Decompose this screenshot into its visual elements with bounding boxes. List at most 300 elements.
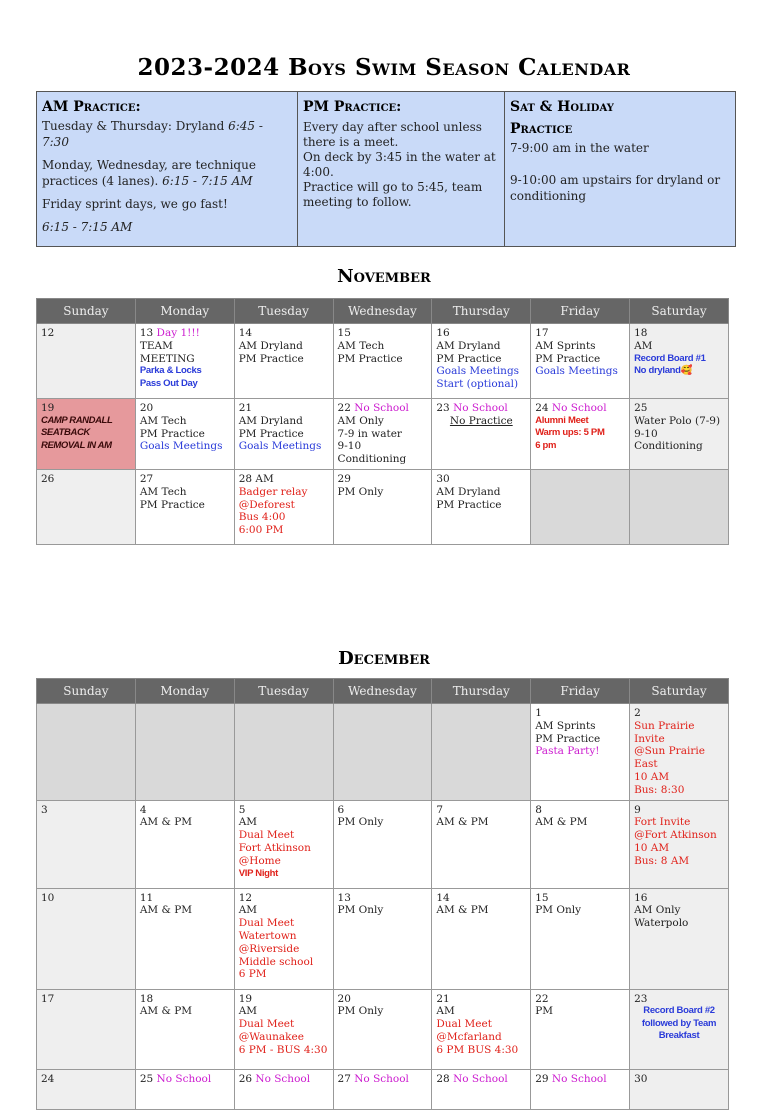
day-text: PM Only xyxy=(337,816,384,829)
day-text: AM Sprints xyxy=(535,719,596,732)
day-text: 11 xyxy=(139,891,154,904)
day-number xyxy=(338,804,428,817)
day-text: Badger relay xyxy=(238,485,308,498)
day-number xyxy=(41,473,131,486)
calendar-day-cell xyxy=(234,469,333,544)
day-text: 25 xyxy=(139,1072,157,1085)
am-practice-lines xyxy=(42,118,292,235)
day-event-text xyxy=(338,486,428,499)
day-number xyxy=(436,327,526,340)
day-text: Conditioning xyxy=(634,440,703,453)
day-note: No School xyxy=(551,402,607,414)
day-text: PM Practice xyxy=(535,352,601,365)
day-text: 17 xyxy=(41,992,55,1005)
day-text: 12 xyxy=(238,891,253,904)
day-event-text xyxy=(239,499,329,512)
weekday-header: Friday xyxy=(531,299,630,324)
day-event-text xyxy=(239,943,329,956)
calendar-day-cell xyxy=(333,1069,432,1109)
day-text: 8 xyxy=(535,803,542,816)
day-event-text xyxy=(338,440,428,466)
day-text: 28 xyxy=(436,1072,454,1085)
pm-practice-cell xyxy=(298,92,505,247)
day-number xyxy=(436,993,526,1006)
am-practice-line xyxy=(42,219,292,235)
day-event-text xyxy=(634,1030,724,1043)
day-number xyxy=(535,993,625,1006)
day-event-text xyxy=(436,499,526,512)
am-practice-header: AM Practice: xyxy=(42,99,141,115)
day-number xyxy=(535,1073,625,1086)
weekday-header: Wednesday xyxy=(333,679,432,704)
day-text: @Home xyxy=(238,854,281,867)
calendar-day-cell xyxy=(531,800,630,888)
day-text: No dryland🥰 xyxy=(634,365,693,377)
day-text: 29 xyxy=(337,472,351,485)
day-text: 7-9 in water xyxy=(337,427,402,440)
day-event-text xyxy=(140,1005,230,1018)
day-event-text xyxy=(634,353,724,366)
calendar-day-cell xyxy=(531,888,630,989)
day-number xyxy=(634,892,724,905)
day-number xyxy=(140,804,230,817)
calendar-day-cell xyxy=(135,800,234,888)
day-text: AM Tech xyxy=(139,485,187,498)
day-event-text xyxy=(436,1005,526,1018)
calendar-day-cell xyxy=(531,324,630,399)
calendar-day-cell xyxy=(37,800,136,888)
day-number xyxy=(634,1073,724,1086)
day-number xyxy=(41,892,131,905)
day-number xyxy=(140,327,230,340)
day-event-text xyxy=(634,1005,724,1018)
november-calendar xyxy=(36,298,729,545)
calendar-empty-cell xyxy=(531,469,630,544)
day-number xyxy=(338,473,428,486)
calendar-day-cell xyxy=(333,888,432,989)
day-event-text xyxy=(535,816,625,829)
day-text: PM Only xyxy=(337,904,384,917)
day-text: 19 xyxy=(238,992,253,1005)
day-event-text xyxy=(140,365,230,378)
day-text: PM Practice xyxy=(139,498,205,511)
day-text: 3 xyxy=(41,803,48,816)
weekday-header: Saturday xyxy=(630,679,729,704)
december-title: December xyxy=(338,648,430,669)
calendar-day-cell xyxy=(234,324,333,399)
day-event-text xyxy=(634,771,724,784)
calendar-week-row xyxy=(37,1069,729,1109)
practice-info-table xyxy=(36,91,736,247)
weekday-header-row xyxy=(37,679,729,704)
day-text: @Waunakee xyxy=(238,1030,304,1043)
day-text: 17 xyxy=(535,327,549,339)
weekday-header-row xyxy=(37,299,729,324)
day-note: No School xyxy=(551,1072,607,1085)
day-number xyxy=(634,707,724,720)
day-text: Dual Meet xyxy=(238,1018,295,1031)
day-event-text xyxy=(239,486,329,499)
day-text: 6 PM BUS 4:30 xyxy=(436,1043,519,1056)
calendar-day-cell xyxy=(135,989,234,1069)
day-note: No School xyxy=(255,1072,311,1085)
day-event-text xyxy=(239,1044,329,1057)
day-text: 15 xyxy=(337,327,351,339)
day-text: PM Only xyxy=(337,485,384,498)
day-note: No School xyxy=(453,402,508,414)
calendar-week-row xyxy=(37,704,729,801)
day-event-text xyxy=(239,1018,329,1031)
weekday-header: Monday xyxy=(135,299,234,324)
day-event-text xyxy=(239,917,329,930)
day-number xyxy=(239,993,329,1006)
day-text: Water Polo (7-9) xyxy=(634,414,721,427)
day-event-text xyxy=(634,829,724,842)
day-event-text xyxy=(140,904,230,917)
day-text: 20 xyxy=(139,402,154,414)
day-text: AM Dryland xyxy=(238,414,303,427)
day-event-text xyxy=(140,378,230,391)
day-number xyxy=(338,402,428,415)
calendar-day-cell xyxy=(333,800,432,888)
day-event-text xyxy=(535,365,625,378)
day-text: 29 xyxy=(535,1072,552,1085)
day-event-text xyxy=(239,930,329,943)
day-event-text xyxy=(338,340,428,353)
day-text: Sun Prairie Invite xyxy=(634,719,695,745)
day-text: Pass Out Day xyxy=(139,377,198,389)
calendar-day-cell xyxy=(630,704,729,801)
day-event-text xyxy=(535,745,625,758)
day-event-text xyxy=(535,440,625,453)
day-text: Dual Meet xyxy=(436,1018,492,1031)
day-number xyxy=(634,993,724,1006)
day-event-text xyxy=(634,1018,724,1031)
calendar-day-cell xyxy=(531,704,630,801)
day-event-text xyxy=(338,1005,428,1018)
day-text: AM & PM xyxy=(139,816,193,829)
day-event-text xyxy=(239,415,329,428)
day-event-text xyxy=(239,340,329,353)
calendar-day-cell xyxy=(135,399,234,470)
calendar-day-cell xyxy=(531,989,630,1069)
day-text: Bus: 8:30 xyxy=(634,783,685,796)
day-event-text xyxy=(634,842,724,855)
day-event-text xyxy=(436,1018,526,1031)
day-number xyxy=(436,473,526,486)
day-text: 21 xyxy=(436,992,450,1005)
day-text: 6 pm xyxy=(535,439,557,451)
day-text: AM Only xyxy=(634,904,681,917)
calendar-week-row xyxy=(37,989,729,1069)
day-text: Alumni Meet xyxy=(535,414,589,426)
day-event-text xyxy=(436,1044,526,1057)
day-text: 22 xyxy=(535,992,549,1005)
day-text: Breakfast xyxy=(658,1030,700,1042)
day-number xyxy=(140,892,230,905)
calendar-day-cell xyxy=(135,1069,234,1109)
am-practice-line xyxy=(42,196,292,212)
sat-practice-header: Sat & Holiday Practice xyxy=(510,99,614,137)
calendar-week-row xyxy=(37,324,729,399)
day-text: No Practice xyxy=(449,414,513,427)
calendar-day-cell xyxy=(432,324,531,399)
day-number xyxy=(140,1073,230,1086)
day-event-text xyxy=(239,868,329,881)
day-event-text xyxy=(634,784,724,797)
day-number xyxy=(436,892,526,905)
day-event-text xyxy=(634,720,724,746)
day-number xyxy=(535,402,625,415)
day-text: 18 xyxy=(634,327,648,339)
weekday-header: Sunday xyxy=(37,299,136,324)
day-event-text xyxy=(535,904,625,917)
am-practice-time: 6:15 - 7:15 AM xyxy=(162,174,253,188)
day-text: PM Practice xyxy=(238,427,304,440)
calendar-day-cell xyxy=(630,888,729,989)
day-text: AM xyxy=(238,904,258,917)
day-text: Record Board #1 xyxy=(634,352,706,364)
day-event-text xyxy=(535,340,625,353)
day-text: PM Only xyxy=(535,904,582,917)
day-text: AM xyxy=(634,339,653,352)
day-event-text xyxy=(239,428,329,441)
day-event-text xyxy=(140,428,230,441)
day-event-text xyxy=(239,855,329,868)
day-text: AM Dryland xyxy=(436,339,501,352)
day-number xyxy=(41,804,131,817)
day-number xyxy=(634,804,724,817)
day-number xyxy=(239,327,329,340)
day-text: 13 xyxy=(139,327,157,339)
day-event-text xyxy=(436,340,526,353)
pm-practice-line: Practice will go to 5:45, team meeting to follow. xyxy=(303,180,483,209)
page-title: 2023-2024 Boys Swim Season Calendar xyxy=(137,54,631,81)
day-event-text xyxy=(535,720,625,733)
day-event-text xyxy=(239,968,329,981)
day-number xyxy=(535,804,625,817)
day-text: 23 xyxy=(634,992,648,1005)
day-event-text xyxy=(634,917,724,930)
calendar-day-cell xyxy=(234,399,333,470)
calendar-empty-cell xyxy=(234,704,333,801)
day-text: Watertown xyxy=(238,929,297,942)
day-number xyxy=(239,804,329,817)
day-event-text xyxy=(338,816,428,829)
calendar-day-cell xyxy=(37,888,136,989)
day-number xyxy=(338,1073,428,1086)
day-text: Record Board #2 xyxy=(643,1005,715,1017)
am-practice-text: Friday sprint days, we go fast! xyxy=(42,197,228,211)
pm-practice-line: Every day after school unless there is a meet. xyxy=(303,120,482,149)
calendar-day-cell xyxy=(234,1069,333,1109)
day-note: Day 1!!! xyxy=(156,327,200,339)
day-event-text xyxy=(436,365,526,378)
day-text: Fort Invite xyxy=(634,816,691,829)
day-event-text xyxy=(338,904,428,917)
calendar-empty-cell xyxy=(37,704,136,801)
day-event-text xyxy=(634,340,724,353)
day-text: AM Tech xyxy=(337,339,385,352)
calendar-week-row xyxy=(37,399,729,470)
november-title: November xyxy=(337,266,431,287)
day-event-text xyxy=(634,816,724,829)
day-text: 23 xyxy=(436,402,454,414)
day-text: 10 AM xyxy=(634,841,670,854)
day-event-text xyxy=(140,486,230,499)
day-number xyxy=(140,402,230,415)
calendar-day-cell xyxy=(37,399,136,470)
day-text: 30 xyxy=(634,1072,648,1085)
day-text: 6 PM xyxy=(238,968,267,981)
day-number xyxy=(239,1073,329,1086)
calendar-week-row xyxy=(37,800,729,888)
calendar-day-cell xyxy=(135,888,234,989)
day-note: No School xyxy=(156,1072,212,1085)
am-practice-text: Tuesday & Thursday: Dryland xyxy=(42,119,229,133)
day-event-text xyxy=(634,855,724,868)
calendar-empty-cell xyxy=(630,469,729,544)
calendar-day-cell xyxy=(37,469,136,544)
sat-practice-line: 7-9:00 am in the water xyxy=(510,141,649,155)
calendar-day-cell xyxy=(432,1069,531,1109)
day-text: 10 AM xyxy=(634,770,670,783)
day-text: PM Practice xyxy=(436,498,502,511)
calendar-empty-cell xyxy=(333,704,432,801)
day-event-text xyxy=(436,816,526,829)
day-text: 19 xyxy=(41,402,55,414)
day-number xyxy=(634,402,724,415)
day-event-text xyxy=(239,904,329,917)
day-text: 12 xyxy=(41,327,55,339)
day-text: 6:00 PM xyxy=(238,524,284,537)
day-event-text xyxy=(634,904,724,917)
sat-practice-line: 9-10:00 am upstairs for dryland or conditioning xyxy=(510,173,721,203)
day-text: Parka & Locks xyxy=(139,365,202,377)
day-text: Dual Meet xyxy=(238,917,295,930)
day-text: PM Practice xyxy=(436,352,502,365)
day-event-text xyxy=(239,1005,329,1018)
day-event-text xyxy=(436,904,526,917)
day-event-text xyxy=(535,353,625,366)
day-number xyxy=(338,327,428,340)
day-text: Fort Atkinson xyxy=(238,841,311,854)
day-number xyxy=(140,993,230,1006)
day-event-text xyxy=(140,415,230,428)
day-event-text xyxy=(140,440,230,453)
calendar-day-cell xyxy=(630,324,729,399)
weekday-header: Monday xyxy=(135,679,234,704)
day-event-text xyxy=(239,829,329,842)
day-text: Warm ups: 5 PM xyxy=(535,427,605,439)
calendar-day-cell xyxy=(333,324,432,399)
day-event-text xyxy=(140,499,230,512)
day-event-text xyxy=(634,745,724,771)
day-event-text xyxy=(239,353,329,366)
day-text: 10 xyxy=(41,891,55,904)
day-note: No School xyxy=(354,402,409,414)
day-number xyxy=(436,402,526,415)
day-text: Goals Meetings xyxy=(139,440,223,453)
day-text: @Mcfarland xyxy=(436,1030,502,1043)
day-text: 20 xyxy=(337,992,351,1005)
day-text: PM Practice xyxy=(337,352,403,365)
day-text: Goals Meetings xyxy=(238,440,322,453)
calendar-day-cell xyxy=(234,888,333,989)
day-text: @Sun Prairie East xyxy=(634,745,705,771)
day-text: Bus 4:00 xyxy=(238,511,286,524)
day-text: PM Practice xyxy=(238,352,304,365)
day-event-text xyxy=(239,524,329,537)
day-text: 9 xyxy=(634,803,641,816)
day-text: AM xyxy=(238,816,258,829)
day-event-text xyxy=(140,816,230,829)
day-event-text xyxy=(436,1031,526,1044)
day-number xyxy=(535,707,625,720)
day-text: Middle school xyxy=(238,955,314,968)
day-text: @Riverside xyxy=(238,942,300,955)
day-text: AM Dryland xyxy=(436,485,501,498)
day-text: PM Only xyxy=(337,1005,384,1018)
day-text: AM Dryland xyxy=(238,339,303,352)
day-text: 18 xyxy=(139,992,154,1005)
calendar-day-cell xyxy=(135,324,234,399)
day-text: 27 xyxy=(139,472,154,485)
day-text: 30 xyxy=(436,472,450,485)
calendar-day-cell xyxy=(432,469,531,544)
weekday-header: Tuesday xyxy=(234,679,333,704)
day-text: 9-10 xyxy=(634,427,658,440)
day-event-text xyxy=(239,511,329,524)
day-text: PM Practice xyxy=(535,732,601,745)
day-event-text xyxy=(436,486,526,499)
day-event-text xyxy=(239,1031,329,1044)
calendar-day-cell xyxy=(432,888,531,989)
calendar-week-row xyxy=(37,469,729,544)
day-text: AM & PM xyxy=(139,904,193,917)
day-text: 5 xyxy=(238,803,246,816)
day-text: @Deforest xyxy=(238,498,295,511)
calendar-empty-cell xyxy=(135,704,234,801)
weekday-header: Tuesday xyxy=(234,299,333,324)
day-number xyxy=(338,892,428,905)
day-text: AM Only xyxy=(337,414,384,427)
calendar-day-cell xyxy=(432,399,531,470)
pm-practice-header: PM Practice: xyxy=(303,99,402,115)
day-text: 14 xyxy=(436,891,450,904)
day-event-text xyxy=(239,440,329,453)
day-text: AM xyxy=(238,1005,258,1018)
day-event-text xyxy=(535,415,625,428)
day-text: Waterpolo xyxy=(634,917,689,930)
day-number xyxy=(239,402,329,415)
day-text: AM & PM xyxy=(535,816,588,829)
day-text: 22 xyxy=(337,402,355,414)
sat-practice-cell xyxy=(505,92,736,247)
day-text: 13 xyxy=(337,891,351,904)
day-event-text xyxy=(436,415,526,428)
day-event-text xyxy=(338,353,428,366)
calendar-day-cell xyxy=(630,989,729,1069)
weekday-header: Friday xyxy=(531,679,630,704)
calendar-day-cell xyxy=(432,800,531,888)
pm-practice-line: On deck by 3:45 in the water at 4:00. xyxy=(303,150,496,179)
weekday-header: Sunday xyxy=(37,679,136,704)
am-practice-time: 6:15 - 7:15 AM xyxy=(42,220,133,234)
day-event-text xyxy=(634,415,724,428)
am-practice-time: 6:45 - 7:30 xyxy=(42,119,263,149)
day-number xyxy=(41,402,131,415)
